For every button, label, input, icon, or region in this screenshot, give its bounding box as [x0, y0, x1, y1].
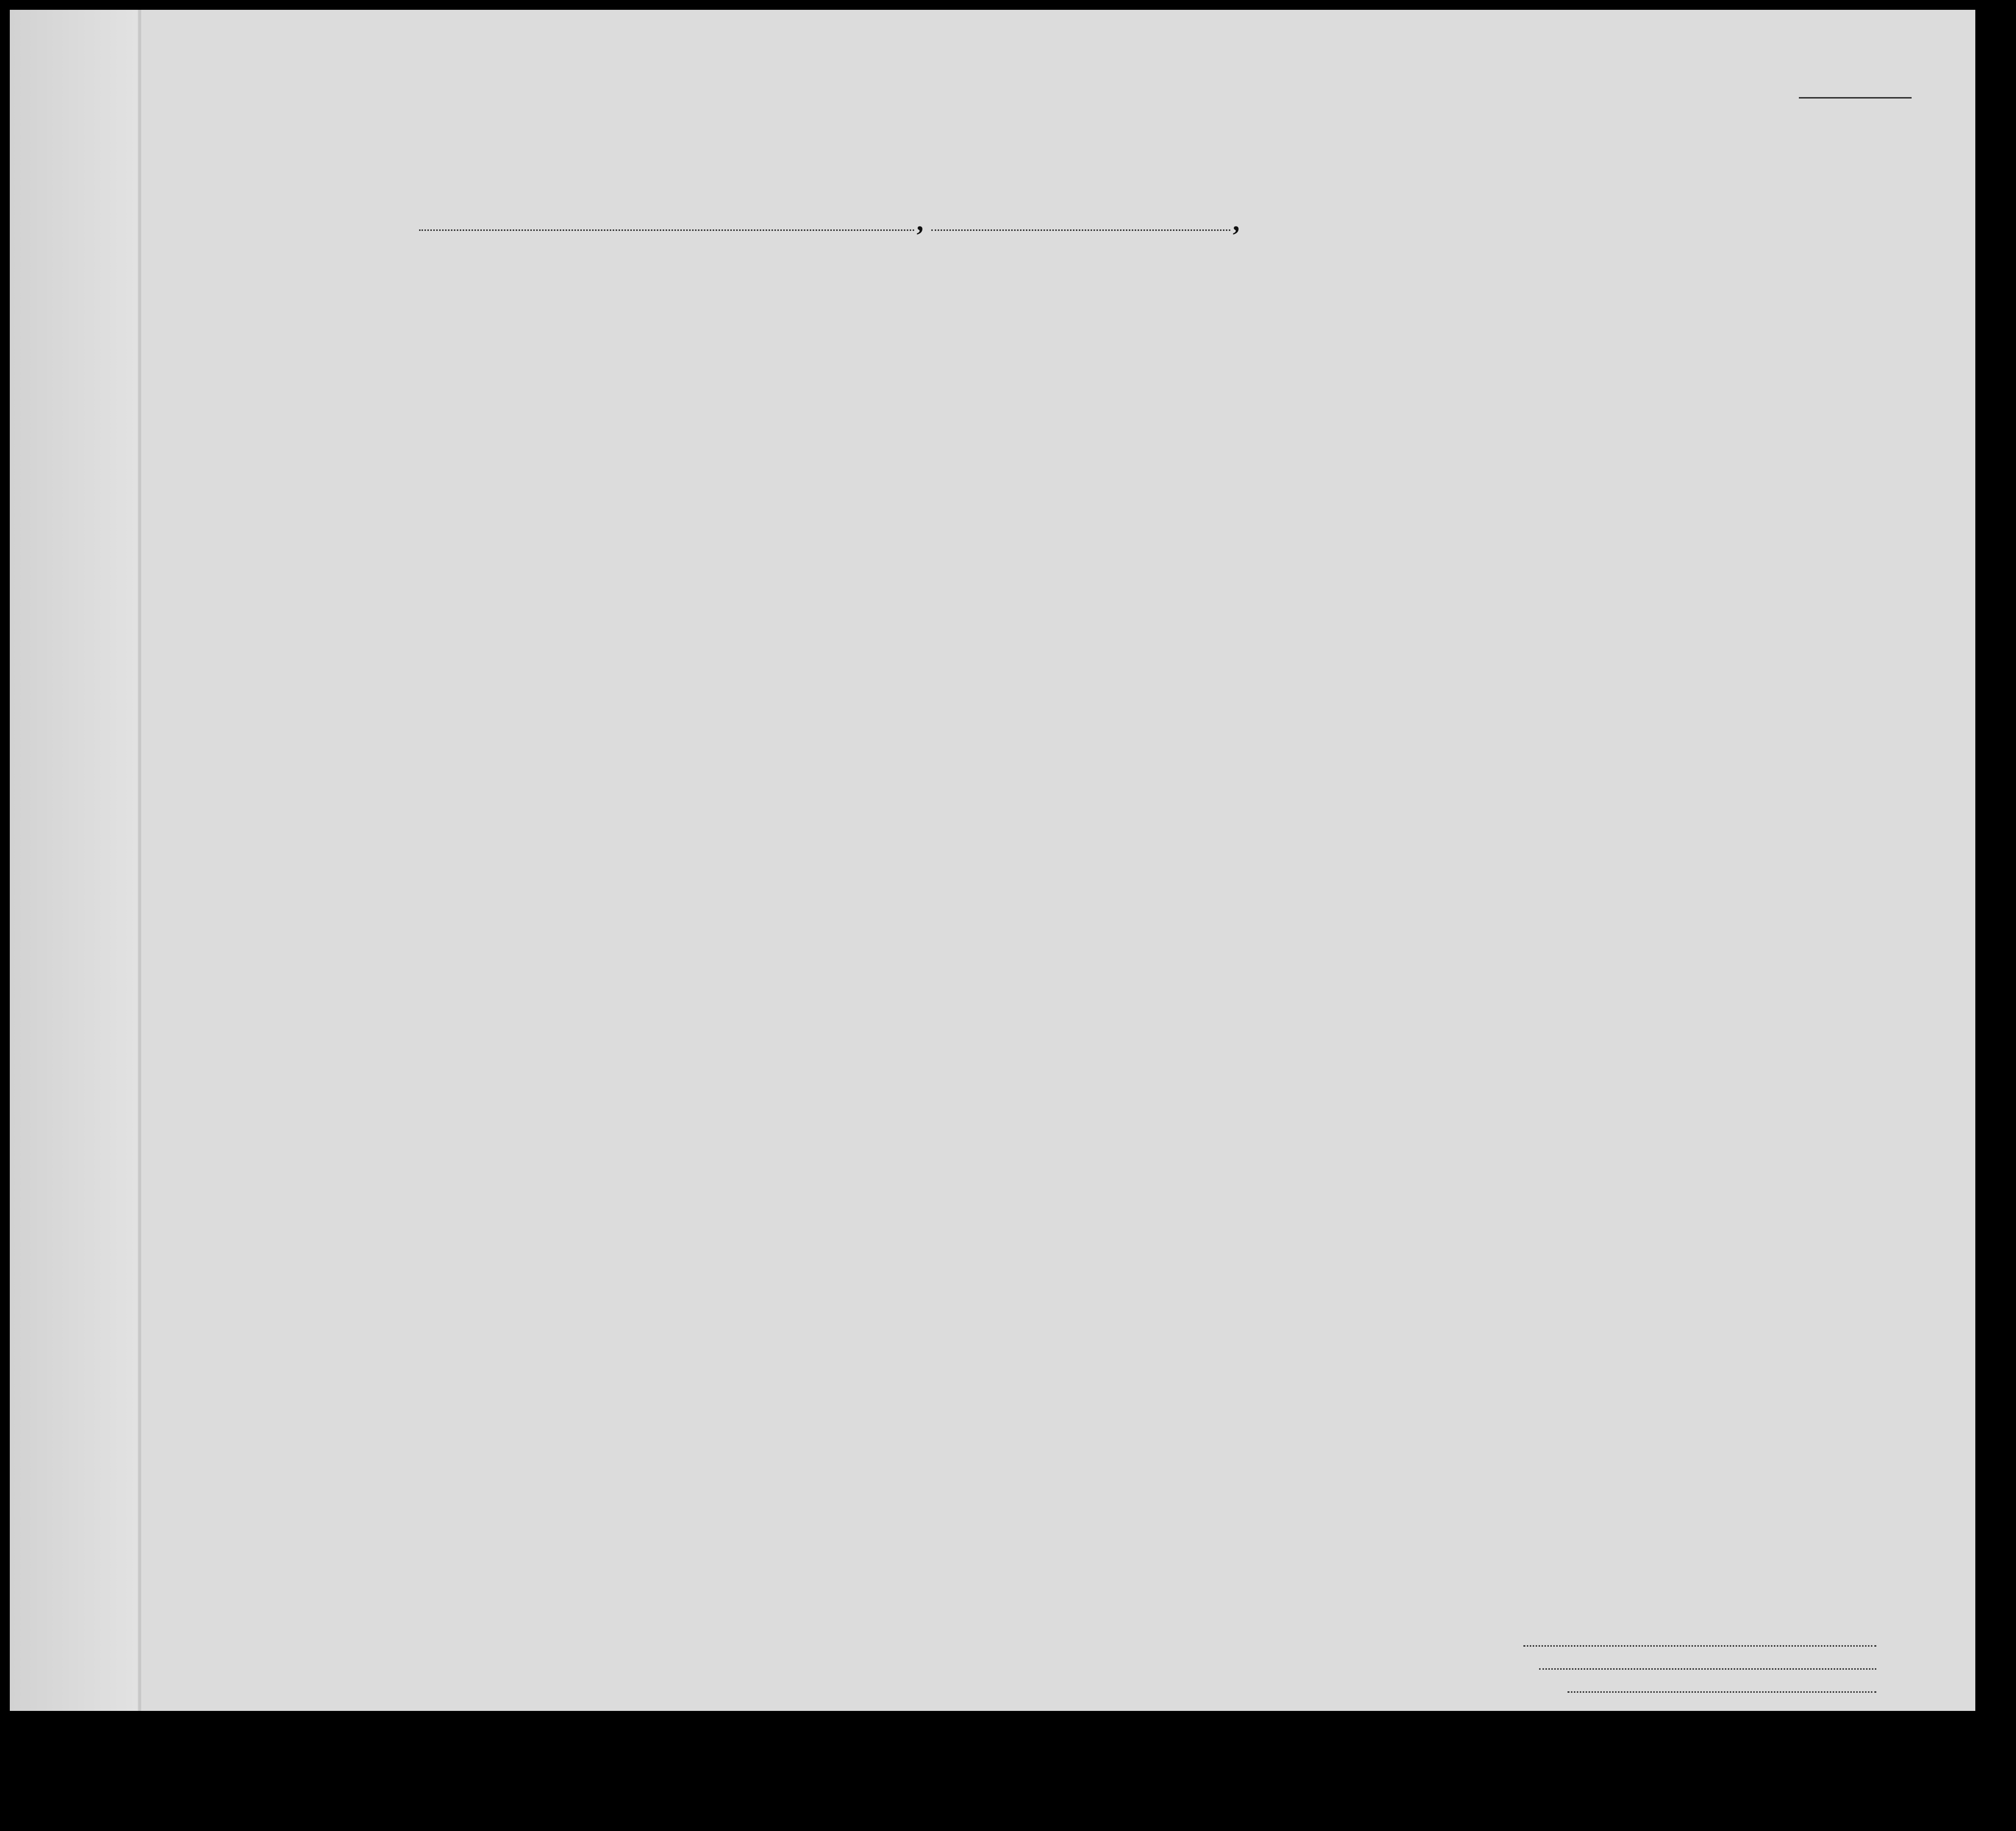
col24-return — [1211, 319, 1249, 417]
owners-dotted — [1539, 1668, 1876, 1670]
col26-header — [1368, 304, 1385, 412]
col29-header — [1466, 294, 1500, 412]
col28-header — [1412, 294, 1463, 412]
col25-header — [1319, 294, 1363, 412]
manifest-sheet — [10, 10, 1975, 1711]
line-dotted — [1523, 1645, 1876, 1647]
col24-length — [1255, 319, 1284, 417]
col30-header — [1503, 294, 1523, 412]
comma-1: , — [917, 206, 923, 237]
col27-header — [1390, 304, 1407, 412]
agents-dotted — [1568, 1691, 1876, 1693]
col31-header — [1527, 294, 1549, 412]
col19-header — [647, 294, 673, 412]
col34-inches — [1687, 363, 1702, 417]
manifest-grid — [10, 10, 1975, 1711]
comma-2: , — [1233, 206, 1240, 237]
col24-citizen — [1287, 319, 1316, 417]
col21-header — [767, 294, 795, 412]
col34-feet — [1668, 373, 1682, 417]
